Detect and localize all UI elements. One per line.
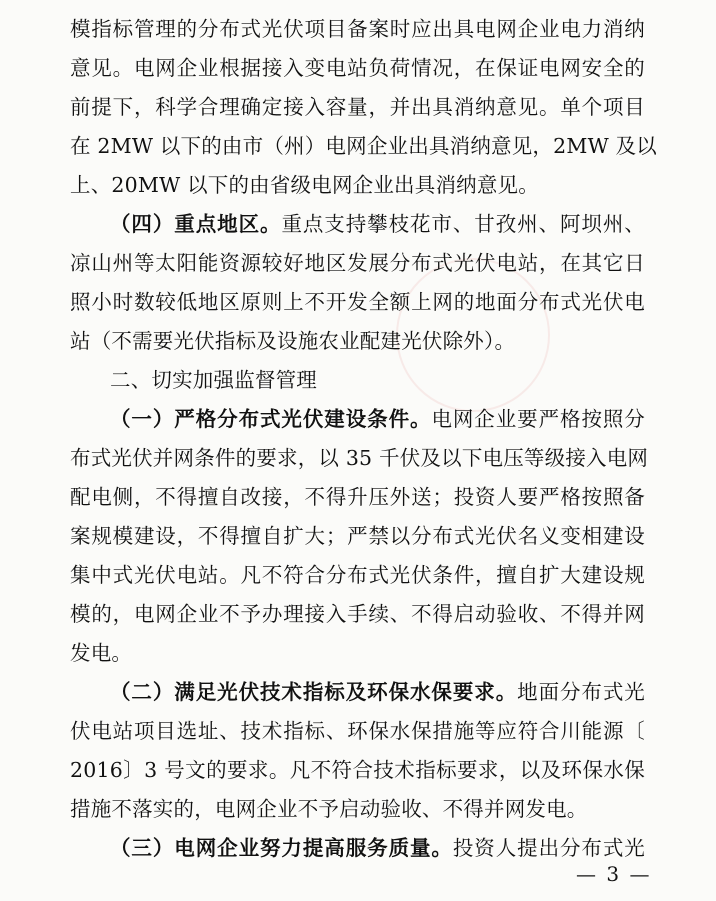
paragraph-line bbox=[70, 127, 657, 166]
line-text: 模的，电网企业不予办理接入手续、不得启动验收、不得并网 bbox=[70, 602, 645, 626]
page-number: — 3 — bbox=[576, 862, 652, 886]
line-text: 模指标管理的分布式光伏项目备案时应出具电网企业电力消纳 bbox=[70, 17, 645, 41]
line-text: 前提下，科学合理确定接入容量，并出具消纳意见。单个项目 bbox=[70, 95, 645, 119]
paragraph-line bbox=[70, 244, 645, 283]
line-text: 照小时数较低地区原则上不开发全额上网的地面分布式光伏电 bbox=[70, 290, 645, 314]
section-four-line bbox=[70, 205, 645, 244]
line-text: 重点支持攀枝花市、甘孜州、阿坝州、 bbox=[281, 212, 645, 236]
paragraph-line bbox=[70, 751, 645, 790]
paragraph-line bbox=[70, 712, 645, 751]
line-text: 在 2MW 以下的由市（州）电网企业出具消纳意见，2MW 及以 bbox=[70, 134, 657, 158]
paragraph-line bbox=[70, 88, 645, 127]
line-text: 电网企业要严格按照分 bbox=[431, 407, 645, 431]
line-text: 集中式光伏电站。凡不符合分布式光伏条件，擅自扩大建设规 bbox=[70, 563, 645, 587]
line-text: 措施不落实的，电网企业不予启动验收、不得并网发电。 bbox=[70, 797, 588, 821]
paragraph-line bbox=[70, 322, 645, 361]
line-text: 地面分布式光 bbox=[517, 680, 645, 704]
paragraph-line bbox=[70, 283, 645, 322]
paragraph-line bbox=[70, 439, 649, 478]
line-text: 2016〕3 号文的要求。凡不符合技术指标要求，以及环保水保 bbox=[70, 758, 645, 782]
paragraph-line bbox=[70, 166, 645, 205]
paragraph-line bbox=[70, 478, 645, 517]
line-text: 伏电站项目选址、技术指标、环保水保措施等应符合川能源〔 bbox=[70, 719, 645, 743]
paragraph-line bbox=[70, 634, 645, 673]
section-two-line bbox=[70, 673, 645, 712]
section-three-heading: （三）电网企业努力提高服务质量。 bbox=[110, 836, 453, 860]
line-text: 案规模建设，不得擅自扩大；严禁以分布式光伏名义变相建设 bbox=[70, 524, 645, 548]
line-text: 投资人提出分布式光 bbox=[452, 836, 645, 860]
paragraph-line bbox=[70, 790, 645, 829]
chapter-heading-line bbox=[70, 361, 645, 400]
section-two-heading: （二）满足光伏技术指标及环保水保要求。 bbox=[110, 680, 518, 704]
section-one-line bbox=[70, 400, 645, 439]
line-text: 布式光伏并网条件的要求，以 35 千伏及以下电压等级接入电网 bbox=[70, 446, 649, 470]
line-text: 意见。电网企业根据接入变电站负荷情况，在保证电网安全的 bbox=[70, 56, 645, 80]
paragraph-line bbox=[70, 556, 645, 595]
line-text: 发电。 bbox=[70, 641, 133, 665]
paragraph-line bbox=[70, 10, 645, 49]
section-three-line bbox=[70, 829, 645, 868]
section-one-heading: （一）严格分布式光伏建设条件。 bbox=[110, 407, 432, 431]
line-text: 凉山州等太阳能资源较好地区发展分布式光伏电站，在其它日 bbox=[70, 251, 645, 275]
line-text: 配电侧，不得擅自改接，不得升压外送；投资人要严格按照备 bbox=[70, 485, 645, 509]
paragraph-line bbox=[70, 595, 645, 634]
chapter-heading: 二、切实加强监督管理 bbox=[110, 368, 317, 392]
paragraph-line bbox=[70, 517, 645, 556]
section-four-heading: （四）重点地区。 bbox=[110, 212, 282, 236]
line-text: 站（不需要光伏指标及设施农业配建光伏除外）。 bbox=[70, 329, 516, 353]
line-text: 上、20MW 以下的由省级电网企业出具消纳意见。 bbox=[70, 173, 539, 197]
paragraph-line bbox=[70, 49, 645, 88]
document-text bbox=[70, 10, 657, 868]
